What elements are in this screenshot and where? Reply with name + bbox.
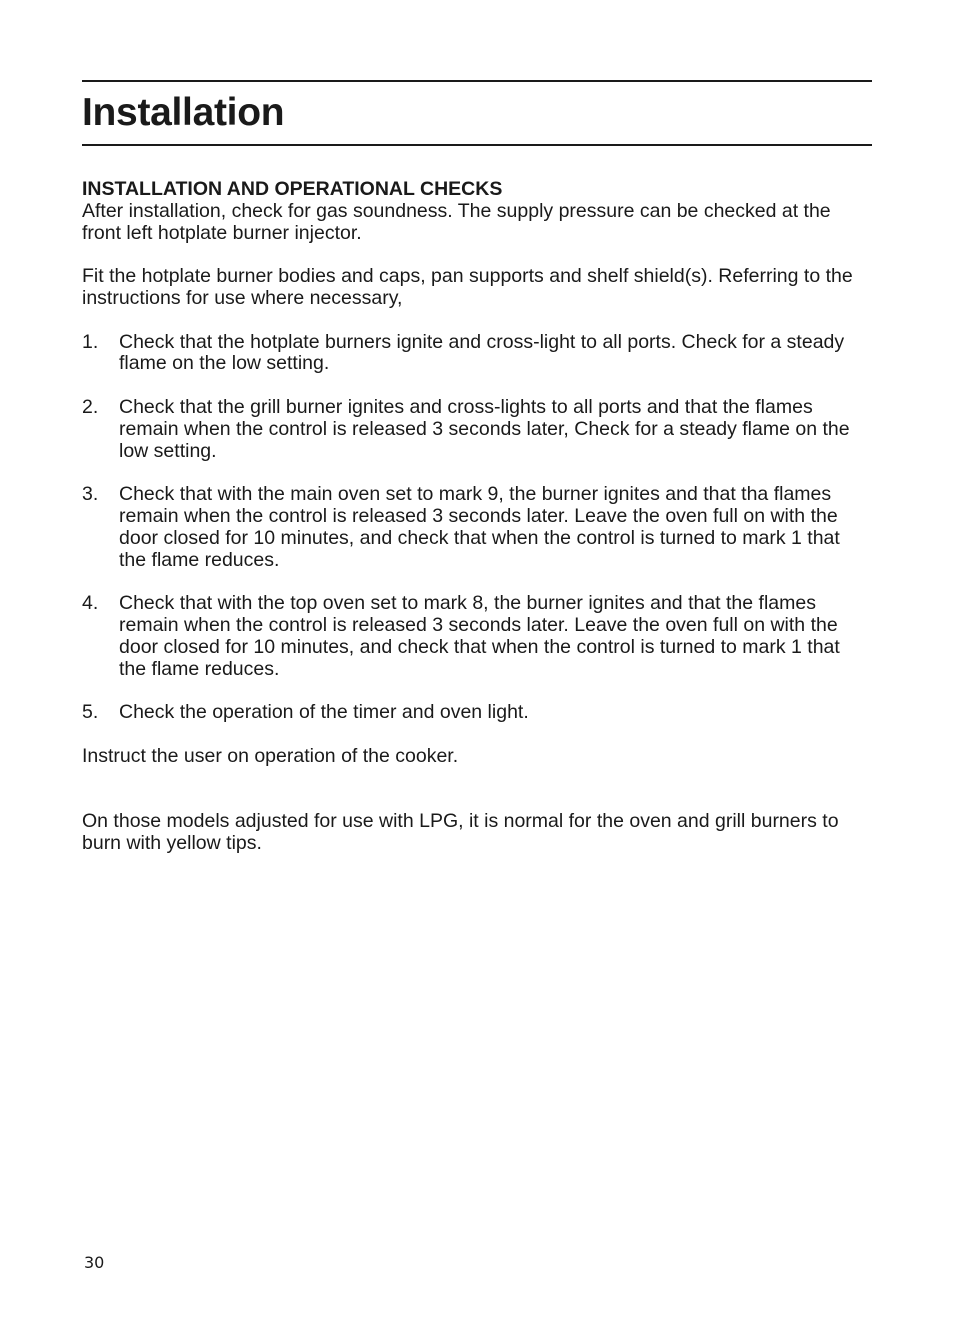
- page-content: [82, 80, 872, 855]
- section-heading: INSTALLATION AND OPERATIONAL CHECKS: [82, 178, 503, 200]
- check-item-2: [82, 397, 872, 462]
- page-number: 30: [84, 1253, 105, 1272]
- title-rule: [82, 144, 872, 146]
- body-text: [82, 179, 872, 855]
- check-text: Check that the hotplate burners ignite and cross-light to all ports. Check for a steady flame on the low setting.: [119, 330, 845, 375]
- instruct-user-text: Instruct the user on operation of the cooker.: [82, 744, 459, 767]
- check-number: 1.: [82, 330, 99, 353]
- intro-paragraph-2: Fit the hotplate burner bodies and caps, pan supports and shelf shield(s). Referring to the instructions for use where necessary,: [82, 265, 853, 309]
- check-text: Check that with the top oven set to mark 8, the burner ignites and that the flames remain when the control is released 3 seconds later. Leave the oven full on with the door closed for 10 minutes, and check that when the control is turned to mark 1 that the flame reduces.: [119, 592, 840, 680]
- check-item-5: [82, 702, 872, 724]
- check-number: 5.: [82, 701, 99, 724]
- check-item-3: [82, 484, 872, 571]
- check-number: 2.: [82, 395, 99, 418]
- check-item-4: [82, 593, 872, 680]
- lpg-note: On those models adjusted for use with LPG, it is normal for the oven and grill burners to burn with yellow tips.: [82, 810, 839, 854]
- check-text: Check that the grill burner ignites and cross-lights to all ports and that the flames remain when the control is released 3 seconds later, Check for a steady flame on the low setting.: [119, 395, 850, 462]
- check-text: Check that with the main oven set to mark 9, the burner ignites and that tha flames remain when the control is released 3 seconds later. Leave the oven full on with the door closed for 10 minutes, and check that when the control is turned to mark 1 that the flame reduces.: [119, 483, 840, 571]
- intro-paragraph-1: After installation, check for gas soundness. The supply pressure can be checked at the front left hotplate burner injector.: [82, 199, 831, 244]
- check-number: 3.: [82, 483, 99, 506]
- check-text: Check the operation of the timer and oven light.: [119, 701, 529, 724]
- check-number: 4.: [82, 592, 99, 615]
- page-title: Installation: [82, 91, 285, 134]
- check-item-1: [82, 332, 872, 376]
